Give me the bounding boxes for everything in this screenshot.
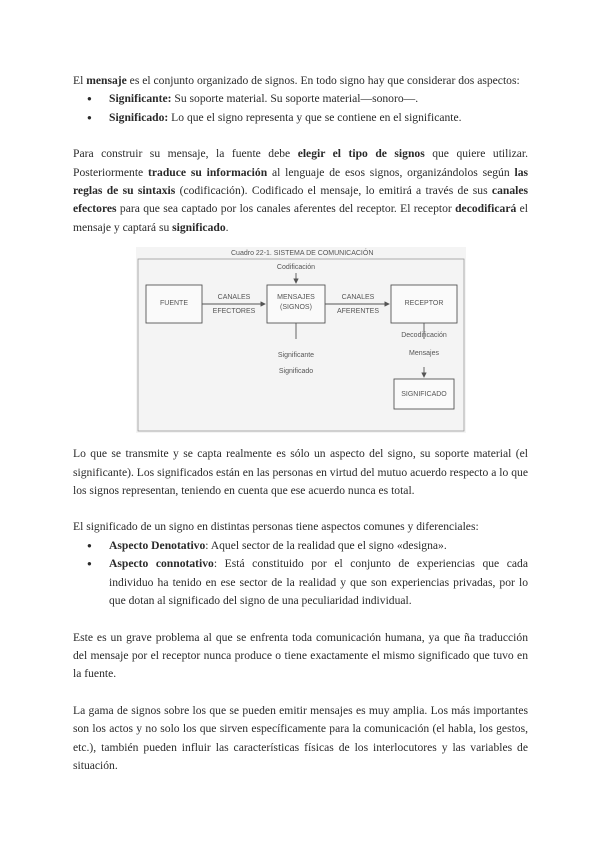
bold-term: canales efectores [73, 184, 528, 216]
text: : Está constituido por el conjunto de experiencias que cada individuo ha tenido en ese sector de la realidad y que son experiencias privadas, por lo que dotan al significado del signo de una peculiaridad individual. [109, 557, 529, 608]
text: El [73, 74, 87, 87]
text: es el conjunto organizado de signos. En todo signo hay que considerar dos aspectos: [126, 74, 520, 87]
paragraph-mensaje [73, 72, 528, 90]
mensajes-signos: (SIGNOS) [280, 304, 312, 312]
bold-term: decodificará [455, 202, 517, 216]
aspects-list [73, 90, 528, 127]
bold-term: mensaje [86, 74, 127, 87]
bold-term: las reglas de su sintaxis [73, 165, 528, 198]
document-page [73, 72, 528, 775]
text: que quiere utilizar. Posteriormente [73, 147, 529, 179]
paragraph-transmite: Lo que se transmite y se capta realmente es sólo un aspecto del signo, su soporte material (el significante). Los significados están en las personas en virtud del mutuo acuerdo respecto a lo que los signos representan, teniendo en cuenta que ese acuerdo nunca es total. [73, 447, 528, 498]
list-item [73, 109, 528, 127]
diagram-lines [136, 247, 466, 433]
receptor-box: RECEPTOR [404, 300, 444, 308]
list-item [73, 537, 528, 555]
label-canales: CANALES [217, 294, 251, 302]
label-significado: Significado [278, 368, 314, 376]
bold-term: Significante: [109, 92, 172, 106]
list-item [73, 555, 528, 610]
significado-aspects-list [73, 537, 528, 611]
text: Su soporte material. Su soporte material—sonoro—. [171, 92, 419, 106]
paragraph-problema: Este es un grave problema al que se enfrenta toda comunicación humana, ya que ña traducción del mensaje por el receptor nunca produce o tiene exactamente el mismo significado que tuvo en la fuente. [73, 630, 528, 681]
label-efectores: EFECTORES [212, 308, 256, 316]
text: para que sea captado por los canales aferentes del receptor. El receptor [116, 202, 456, 216]
paragraph-gama: La gama de signos sobre los que se pueden emitir mensajes es muy amplia. Los más importantes son los actos y no solo los que sirven específicamente para la comunicación (el habla, los gestos, etc.), también pueden influir las características físicas de los interlocutores y las variables de situación. [73, 703, 528, 772]
bold-term: Significado: [109, 110, 169, 124]
mensajes-box: MENSAJES [277, 294, 315, 302]
bold-term: elegir el tipo de signos [297, 147, 425, 161]
text: Para construir su mensaje, la fuente debe [73, 147, 298, 161]
label-decodificacion: Decodificación [401, 332, 447, 340]
list-item [73, 90, 528, 108]
bold-term: Aspecto connotativo [109, 557, 214, 571]
text: (codificación). Codificado el mensaje, lo emitirá a través de sus [175, 184, 492, 198]
communication-diagram [136, 247, 466, 433]
text: : Aquel sector de la realidad que el signo «designa». [205, 538, 447, 552]
bold-term: Aspecto Denotativo [109, 538, 206, 552]
text: el mensaje y captará su [73, 202, 529, 234]
paragraph-fuente [73, 145, 528, 237]
text: . [225, 220, 229, 234]
label-codificacion: Codificación [276, 264, 316, 272]
label-significante: Significante [277, 352, 315, 360]
label-canales: CANALES [341, 294, 375, 302]
bold-term: significado [172, 220, 226, 234]
label-mensajes: Mensajes [409, 350, 439, 358]
diagram-title: Cuadro 22-1. SISTEMA DE COMUNICACIÓN [231, 250, 374, 258]
text: Lo que el signo representa y que se contiene en el significante. [168, 110, 462, 124]
text: al lenguaje de esos signos, organizándolos según [267, 165, 515, 179]
bold-term: traduce su información [148, 165, 268, 179]
label-aferentes: AFERENTES [336, 308, 379, 316]
fuente-box: FUENTE [160, 300, 188, 308]
paragraph-significado: El significado de un signo en distintas personas tiene aspectos comunes y diferenciales: [73, 520, 479, 534]
significado-box: SIGNIFICADO [401, 391, 447, 399]
